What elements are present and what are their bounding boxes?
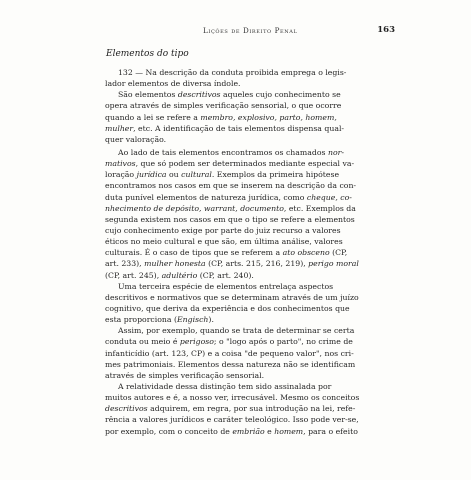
section-title: Elementos do tipo xyxy=(106,49,189,59)
text-segment: infanticídio (art. 123, CP) e a coisa "de pequeno valor", nos cri- xyxy=(105,348,354,358)
text-line xyxy=(105,100,392,111)
italic-term: mulher xyxy=(105,123,134,133)
page-number: 163 xyxy=(377,25,395,35)
text-segment: encontramos nos casos em que se inserem na descrição da con- xyxy=(105,181,357,191)
italic-term: perigoso xyxy=(179,337,214,347)
text-line xyxy=(105,203,392,214)
running-title: Lições de Direito Penal xyxy=(203,26,298,35)
text-line xyxy=(105,426,392,437)
text-line xyxy=(105,348,392,359)
text-line xyxy=(105,158,392,169)
text-line xyxy=(105,78,392,89)
text-line xyxy=(105,169,392,180)
text-segment: , que só podem ser determinados mediante especial va- xyxy=(135,159,355,169)
text-segment: duta punível elementos de natureza jurídica, como xyxy=(105,192,307,202)
text-segment: Uma terceira espécie de elementos entrelaça aspectos xyxy=(118,281,334,291)
text-segment: loração xyxy=(105,170,137,180)
text-segment: A relatividade dessa distinção tem sido assinalada por xyxy=(118,381,332,391)
text-segment: Ao lado de tais elementos encontramos os chamados xyxy=(118,147,328,157)
italic-term: embrião xyxy=(232,426,265,436)
text-line xyxy=(105,325,392,336)
running-header xyxy=(0,26,471,40)
text-segment: quer valoração. xyxy=(105,134,167,144)
italic-term: perigo moral xyxy=(308,259,359,269)
text-line xyxy=(105,247,392,258)
text-line xyxy=(105,281,392,292)
text-segment: conduta ou meio é xyxy=(105,337,180,347)
text-line xyxy=(105,180,392,191)
text-segment: lador elementos de diversa índole. xyxy=(105,79,241,89)
text-line xyxy=(105,359,392,370)
text-segment: aqueles cujo conhecimento se xyxy=(220,90,341,100)
text-line xyxy=(105,134,392,145)
text-line xyxy=(105,89,392,100)
text-segment: culturais. É o caso de tipos que se referem a xyxy=(105,248,283,258)
text-segment: ; o "logo após o parto", no crime de xyxy=(213,337,353,347)
text-segment: cognitivo, que deriva da experiência e dos conhecimentos que xyxy=(105,303,350,313)
text-line xyxy=(105,314,392,325)
italic-term: nor- xyxy=(327,147,344,157)
text-segment: éticos no meio cultural e que são, em última análise, valores xyxy=(105,237,343,247)
text-line xyxy=(105,414,392,425)
text-segment: cujo conhecimento exige por parte do juiz recurso a valores xyxy=(105,225,341,235)
text-segment: esta proporciona ( xyxy=(105,315,178,325)
italic-term: adultério xyxy=(161,270,198,280)
text-segment: Assim, por exemplo, quando se trata de determinar se certa xyxy=(118,326,355,336)
italic-term: mulher honesta xyxy=(144,259,206,269)
text-segment: rência a valores jurídicos e caráter teleológico. Isso pode ver-se, xyxy=(105,415,359,425)
text-segment: (CP, arts. 215, 216, 219), xyxy=(205,259,309,269)
text-segment: . Exemplos da primeira hipótese xyxy=(211,170,340,180)
text-line xyxy=(105,258,392,269)
text-segment: , para o efeito xyxy=(303,426,358,436)
text-segment: por exemplo, com o conceito de xyxy=(105,426,233,436)
text-line xyxy=(105,192,392,203)
text-segment: 132 — Na descrição da conduta proibida emprega o legis- xyxy=(118,68,347,77)
italic-term: descritivos xyxy=(105,404,148,414)
text-line xyxy=(105,381,392,392)
text-line xyxy=(105,123,392,134)
text-segment: (CP, art. 245), xyxy=(105,270,162,280)
italic-term: descritivos xyxy=(177,90,221,100)
text-segment: descritivos e normativos que se determinam através de um juízo xyxy=(105,292,359,302)
italic-term: nhecimento de depósito, warrant, documento xyxy=(105,203,284,213)
text-line xyxy=(105,336,392,347)
text-line xyxy=(105,403,392,414)
text-segment: art. 233), xyxy=(105,259,145,269)
text-segment: mes patrimoniais. Elementos dessa natureza não se identificam xyxy=(105,359,356,369)
text-line xyxy=(105,392,392,403)
text-segment: São elementos xyxy=(118,90,178,100)
text-segment: quando a lei se refere a xyxy=(105,112,201,122)
text-line xyxy=(105,270,392,281)
italic-term: membro, explosivo, parto, homem, xyxy=(200,112,337,122)
text-segment: , etc. Exemplos da xyxy=(283,203,356,213)
text-segment: adquirem, em regra, por sua introdução na lei, refe- xyxy=(147,404,356,414)
text-segment: e xyxy=(264,426,275,436)
text-line xyxy=(105,225,392,236)
text-line xyxy=(105,67,392,78)
italic-term: homem xyxy=(274,426,304,436)
text-segment: segunda existem nos casos em que o tipo se refere a elementos xyxy=(105,214,355,224)
text-line xyxy=(105,236,392,247)
text-line xyxy=(105,214,392,225)
italic-term: Engisch xyxy=(177,315,209,325)
text-line xyxy=(105,112,392,123)
text-segment: (CP, art. 240). xyxy=(197,270,254,280)
text-segment: através de simples verificação sensorial. xyxy=(105,370,265,380)
text-segment: ). xyxy=(208,315,214,325)
text-line xyxy=(105,147,392,158)
text-segment: ou xyxy=(166,170,182,180)
text-segment: opera através de simples verificação sensorial, o que ocorre xyxy=(105,101,342,111)
text-segment: muitos autores e é, a nosso ver, irrecusável. Mesmo os conceitos xyxy=(105,393,360,403)
italic-term: cultural xyxy=(181,170,212,180)
italic-term: ato obsceno xyxy=(282,248,330,258)
italic-term: mativos xyxy=(105,159,136,169)
text-line xyxy=(105,292,392,303)
text-segment: , etc. A identificação de tais elementos dispensa qual- xyxy=(133,123,345,133)
text-line xyxy=(105,370,392,381)
italic-term: cheque, co- xyxy=(306,192,352,202)
text-segment: (CP, xyxy=(329,248,348,258)
italic-term: jurídica xyxy=(136,170,167,180)
text-line xyxy=(105,303,392,314)
body-text xyxy=(105,67,392,437)
